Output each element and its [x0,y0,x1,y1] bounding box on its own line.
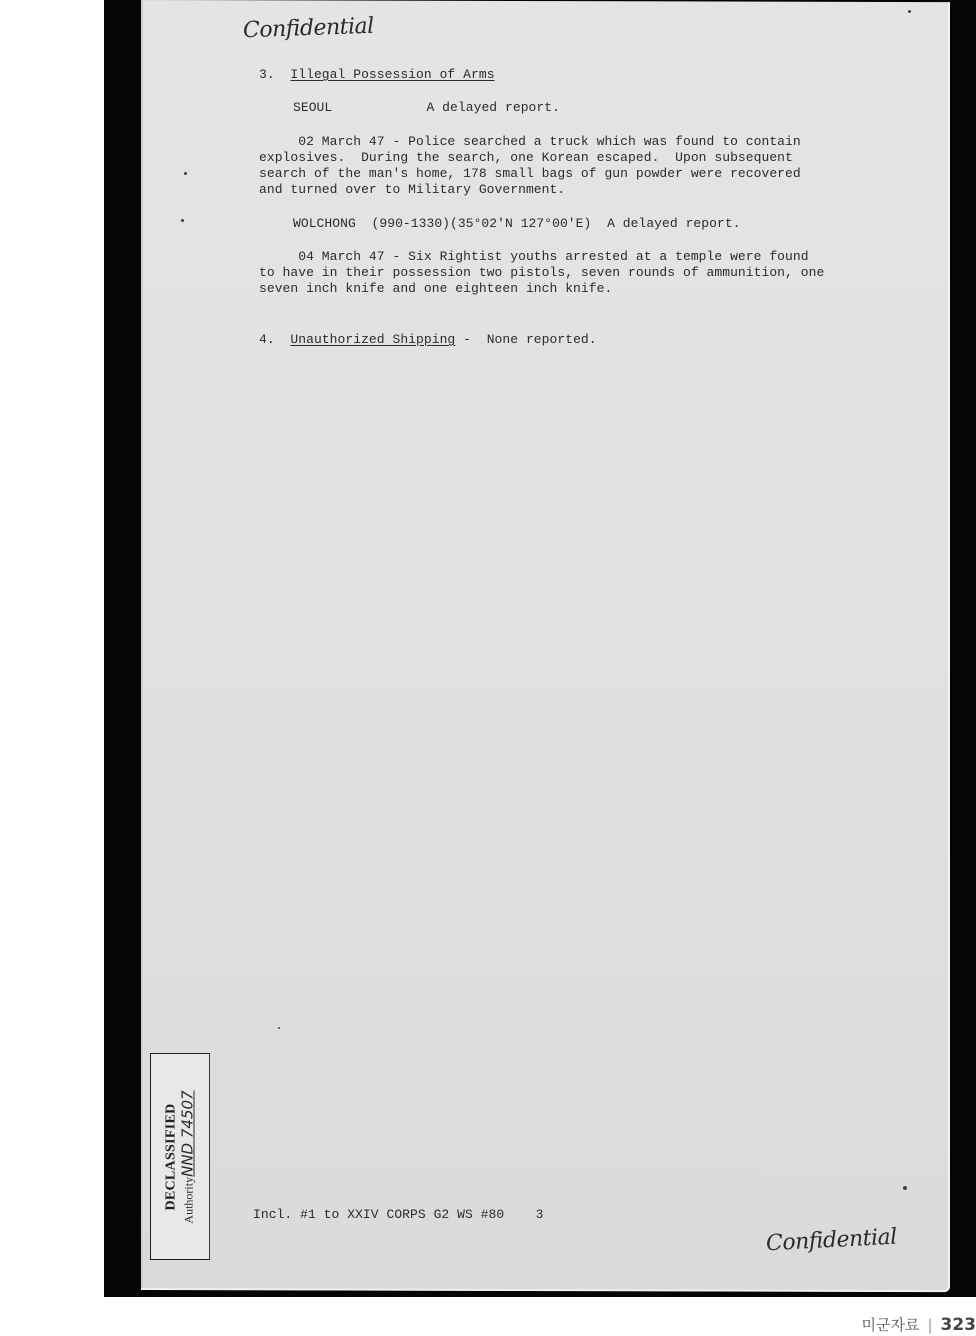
section-title: Illegal Possession of Arms [290,67,495,82]
report-note: A delayed report. [426,100,560,115]
publication-page-number: 323 [940,1315,976,1335]
section-status: - None reported. [455,332,597,347]
location-name: WOLCHONG [293,216,356,231]
paragraph-line: search of the man's home, 178 small bags of gun powder were recovered [259,166,801,181]
section-title: Unauthorized Shipping [290,332,456,347]
section-3-heading [259,67,495,83]
publication-label: 미군자료 [861,1316,920,1334]
location-name: SEOUL [293,100,333,115]
stamp-title: DECLASSIFIED [163,1102,179,1211]
entry-location-line [293,100,560,116]
location-coordinates: (990-1330)(35°02'N 127°00'E) [371,216,592,231]
footer-separator: | [927,1316,933,1334]
paragraph-line: 02 March 47 - Police searched a truck which was found to contain [259,134,801,149]
stamp-authority [180,1057,197,1257]
declassified-stamp [150,1053,210,1260]
entry-location-line [293,216,741,232]
authority-label: Authority [181,1176,196,1224]
report-note: A delayed report. [607,216,741,231]
stamp-text [164,1057,197,1257]
scan-speck [908,10,911,13]
paragraph-line: and turned over to Military Government. [259,182,566,197]
paragraph-line: explosives. During the search, one Korean escaped. Upon subsequent [259,150,793,165]
scan-speck [181,219,184,222]
scan-speck [903,1186,907,1190]
scan-speck [278,1027,280,1029]
confidential-handwritten-header: Confidential [242,13,375,44]
section-number: 3. [259,67,275,82]
section-4-heading [259,332,597,348]
paragraph-line: to have in their possession two pistols, seven rounds of ammunition, one [259,265,825,280]
paragraph-line: seven inch knife and one eighteen inch knife. [259,281,613,296]
page-number: 3 [535,1207,544,1222]
enclosure-reference [253,1207,544,1223]
reference-text: Incl. #1 to XXIV CORPS G2 WS #80 [253,1207,505,1222]
paragraph-line: 04 March 47 - Six Rightist youths arrested at a temple were found [259,249,809,264]
section-number: 4. [259,332,275,347]
scan-speck [184,172,187,175]
authority-value: NND 74507 [178,1089,197,1177]
confidential-handwritten-footer: Confidential [765,1224,898,1257]
publication-footer [861,1314,976,1335]
